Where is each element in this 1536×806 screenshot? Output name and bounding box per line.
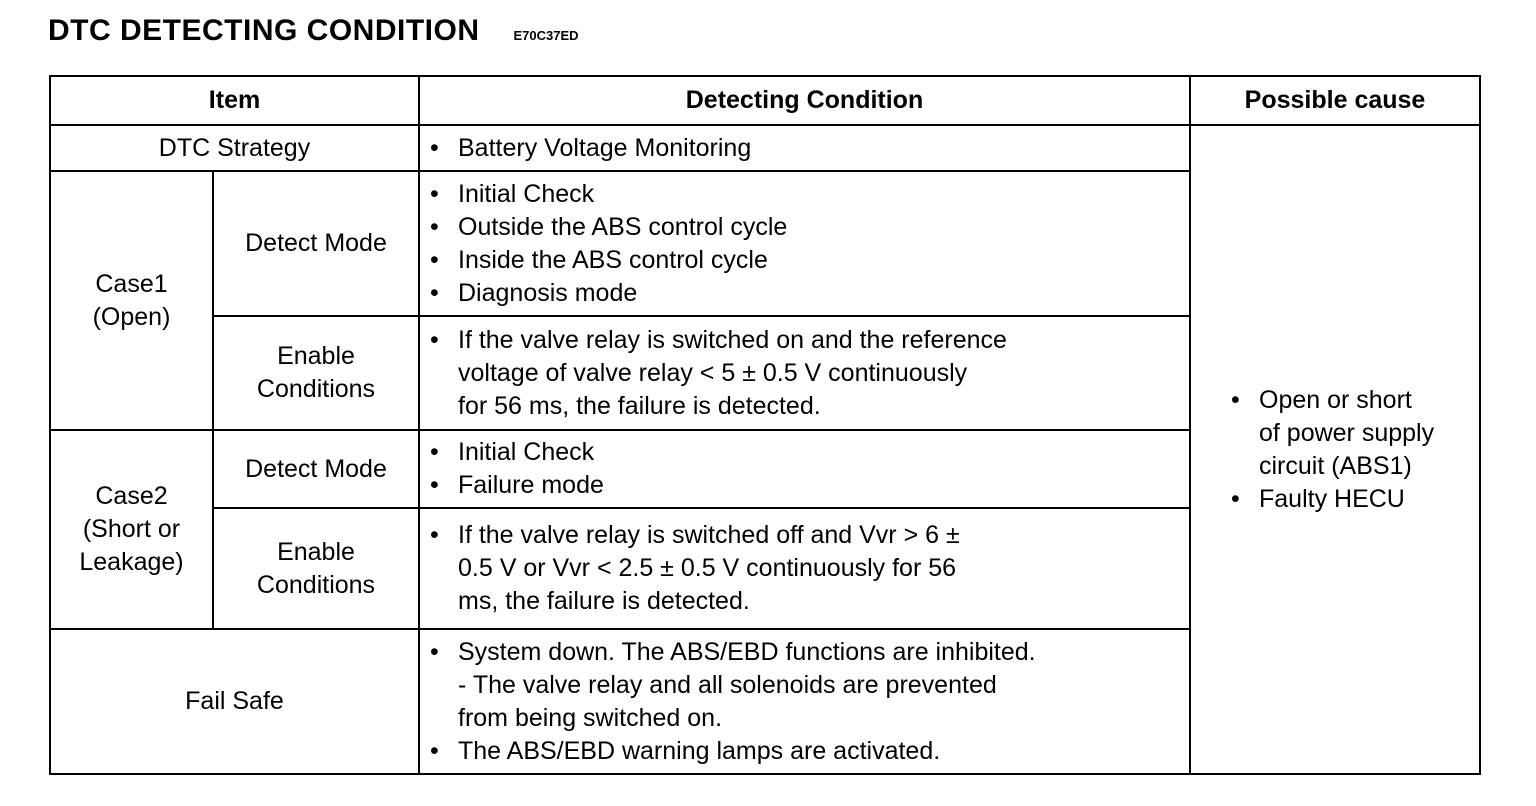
case2-detect-mode-label: Detect Mode (213, 430, 419, 508)
enable-label-line: Enable (277, 342, 355, 370)
fail-safe-text (419, 629, 1190, 774)
case2-detect-mode-conditions (419, 430, 1190, 508)
list-item: • Initial Check (458, 178, 1179, 211)
text-line: from being switched on. (458, 703, 723, 732)
cause-line: circuit (ABS1) (1259, 451, 1412, 480)
header-detecting-condition: Detecting Condition (419, 76, 1190, 125)
cause-item: • Faulty HECU (1259, 483, 1469, 516)
list-item: • Battery Voltage Monitoring (458, 132, 1179, 165)
dtc-strategy-condition (419, 125, 1190, 171)
cause-line: of power supply (1259, 418, 1435, 447)
case1-label (50, 171, 213, 430)
case1-detect-mode-conditions (419, 171, 1190, 316)
heading (48, 14, 579, 48)
list-item: • Initial Check (458, 436, 1179, 469)
page-title: DTC DETECTING CONDITION (48, 14, 480, 47)
possible-cause-cell (1190, 125, 1480, 774)
text-line: If the valve relay is switched off and Vvr > 6 ± (458, 521, 960, 549)
list-item (458, 636, 1179, 735)
list-item: • Diagnosis mode (458, 277, 1179, 310)
text-line: ms, the failure is detected. (458, 587, 750, 615)
cause-line: Open or short (1259, 385, 1412, 414)
case1-label-line: (Open) (92, 302, 171, 331)
case1-enable-conditions-text (419, 316, 1190, 430)
list-item: • Outside the ABS control cycle (458, 211, 1179, 244)
case1-label-line: Case1 (95, 269, 168, 298)
header-row (50, 76, 1480, 125)
enable-label-line: Conditions (256, 375, 376, 403)
text-line: voltage of valve relay < 5 ± 0.5 V continuously (458, 358, 968, 387)
case1-detect-mode-label: Detect Mode (213, 171, 419, 316)
header-item: Item (50, 76, 419, 125)
case2-enable-conditions-label (213, 508, 419, 629)
list-item: • Inside the ABS control cycle (458, 244, 1179, 277)
header-possible-cause: Possible cause (1190, 76, 1480, 125)
case1-enable-conditions-label (213, 316, 419, 430)
fail-safe-label: Fail Safe (50, 629, 419, 774)
case2-enable-conditions-text (419, 508, 1190, 629)
document-code: E70C37ED (513, 28, 579, 43)
list-item (458, 519, 1179, 618)
case2-label-line: Case2 (95, 482, 168, 510)
dtc-condition-table (49, 75, 1481, 775)
text-line: for 56 ms, the failure is detected. (458, 391, 821, 420)
cause-item (1259, 384, 1469, 483)
text-line: If the valve relay is switched on and the reference (458, 325, 1007, 354)
list-item (458, 324, 1179, 423)
list-item: • The ABS/EBD warning lamps are activated. (458, 735, 1179, 768)
case2-label-line: (Short or (82, 515, 181, 543)
enable-label-line: Enable (277, 537, 355, 566)
case2-label (50, 430, 213, 629)
text-line: System down. The ABS/EBD functions are inhibited. (458, 637, 1036, 666)
dtc-strategy-label: DTC Strategy (50, 125, 419, 171)
text-line: 0.5 V or Vvr < 2.5 ± 0.5 V continuously for 56 (458, 554, 957, 582)
list-item: • Failure mode (458, 469, 1179, 502)
case2-label-line: Leakage) (79, 548, 184, 576)
table-row (50, 125, 1480, 171)
enable-label-line: Conditions (256, 570, 376, 599)
text-line: - The valve relay and all solenoids are prevented (458, 670, 997, 699)
